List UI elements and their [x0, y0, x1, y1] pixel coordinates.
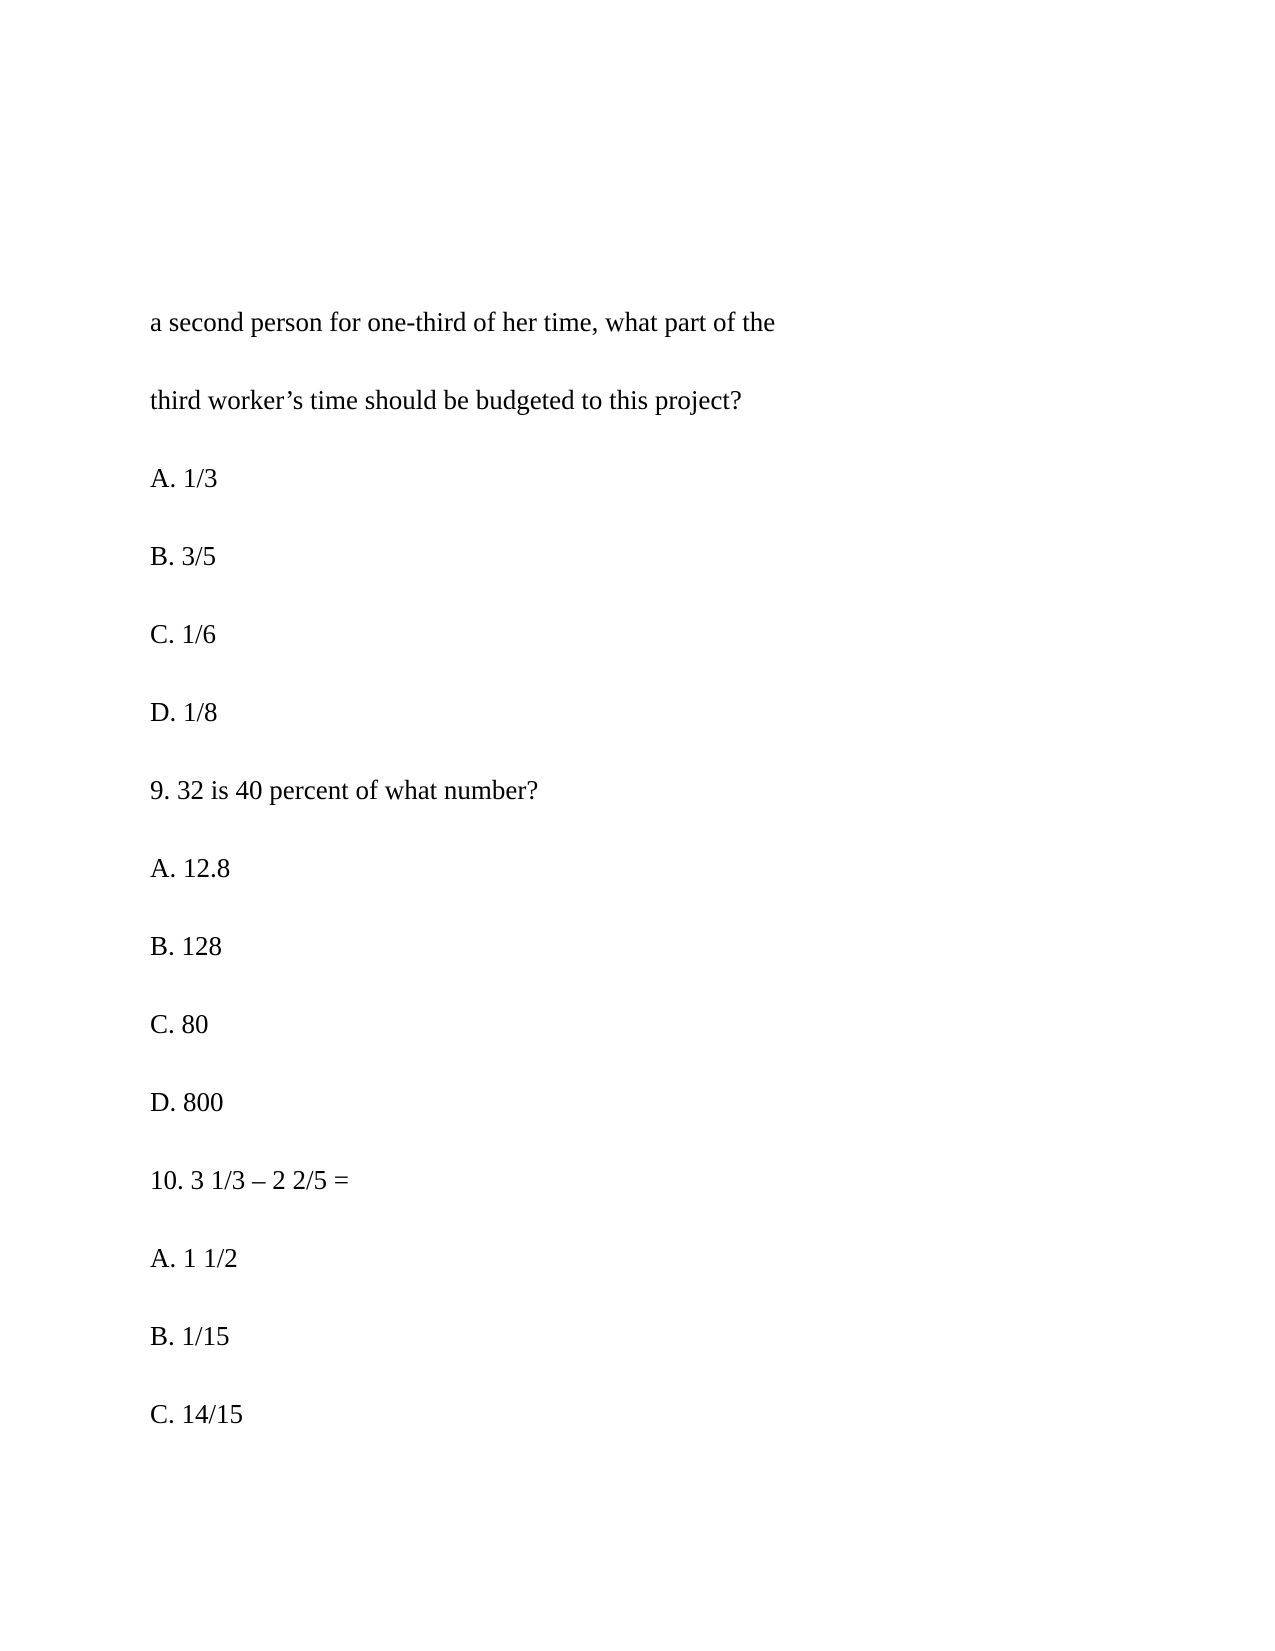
question-10-option-b: B. 1/15: [150, 1321, 230, 1351]
question-8-option-a: A. 1/3: [150, 463, 218, 493]
question-9-option-d: D. 800: [150, 1087, 224, 1117]
question-9-option-a: A. 12.8: [150, 853, 231, 883]
question-8-option-b: B. 3/5: [150, 541, 217, 571]
question-8-text-line-1: a second person for one-third of her time, what part of the: [150, 307, 776, 337]
question-8-option-d: D. 1/8: [150, 697, 218, 727]
question-8-option-c: C. 1/6: [150, 619, 217, 649]
question-10-option-a: A. 1 1/2: [150, 1243, 238, 1273]
question-9-text: 9. 32 is 40 percent of what number?: [150, 775, 539, 805]
question-10-option-c: C. 14/15: [150, 1399, 244, 1429]
question-8-text-line-2: third worker’s time should be budgeted to this project?: [150, 385, 742, 415]
question-9-option-c: C. 80: [150, 1009, 209, 1039]
question-10-text: 10. 3 1/3 – 2 2/5 =: [150, 1165, 349, 1195]
document-body: [150, 283, 1130, 1453]
question-9-option-b: B. 128: [150, 931, 223, 961]
